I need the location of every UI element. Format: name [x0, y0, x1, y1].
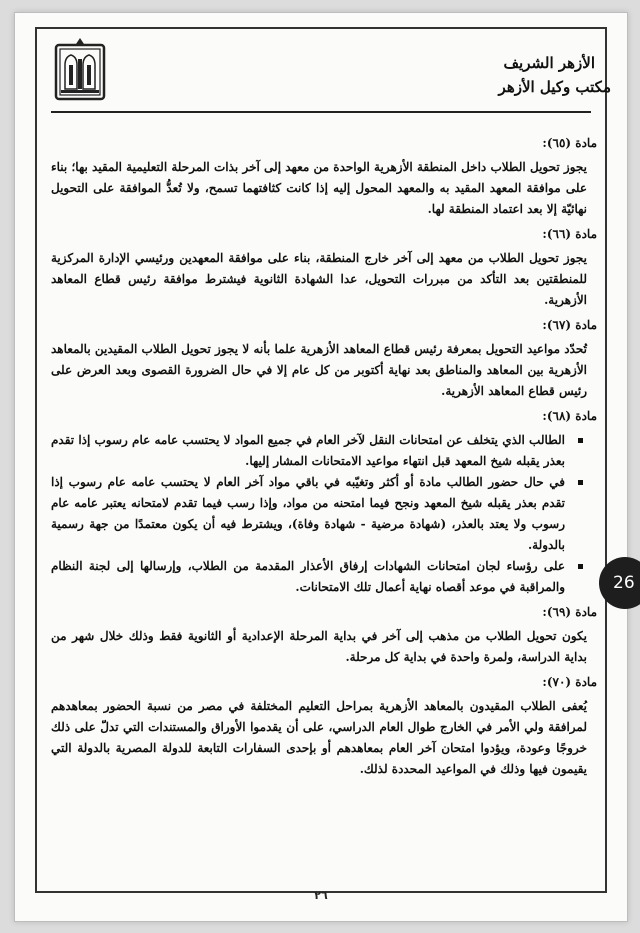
article-title: مادة (٦٧):	[542, 318, 597, 332]
article-title: مادة (٦٩):	[542, 605, 597, 619]
header-office: مكتب وكيل الأزهر	[498, 78, 611, 96]
article-title: مادة (٦٨):	[542, 409, 597, 423]
page-side-tab: 26	[599, 557, 640, 609]
article-title: مادة (٦٦):	[542, 227, 597, 241]
list-item: الطالب الذي يتخلف عن امتحانات النقل لآخر العام في جميع المواد لا يحتسب عامه عام رسوب إذا تقدم بعذر يقبله شيخ المعهد قبل انتهاء مواعيد الامتحانات المشار إليها.	[51, 430, 587, 472]
document-body	[51, 133, 597, 784]
page-number: ٢٦	[314, 889, 328, 902]
article-title: مادة (٧٠):	[542, 675, 597, 689]
article-bullet-list	[51, 430, 587, 598]
al-azhar-emblem-icon	[51, 35, 109, 103]
article-text: يجوز تحويل الطلاب من معهد إلى آخر خارج المنطقة، بناء على موافقة المعهدين ورئيسي الإدارة المركزية للمنطقتين بعد التأكد من مبررات التحويل، عدا الشهادة الثانوية فيشترط موافقة رئيس قطاع المعاهد الأزهرية.	[51, 251, 587, 307]
list-item: في حال حضور الطالب مادة أو أكثر وتغيّبه في باقي مواد آخر العام لا يحتسب عامه عام رسوب إذا تقدم بعذر يقبله شيخ المعهد ونجح فيما امتحنه من مواد، وإذا رسب فيما تقدم لامتحانه يعتبر عامه عام رسوب ولا يعتد بالعذر، (شهادة مرضية - شهادة وفاة)، ويشترط فيه أن يكون معتمدًا من جهة رسمية بالدولة.	[51, 472, 587, 556]
article-text: يجوز تحويل الطلاب داخل المنطقة الأزهرية الواحدة من معهد إلى آخر بذات المرحلة التعليمية المقيد بها؛ بناء على موافقة المعهد المقيد به والمعهد المحول إليه إذا كانت كثافتهما تسمح، ولا تُعدُّ الموافقة على التحويل نهائيّة إلا بعد اعتماد المنطقة لها.	[51, 160, 587, 216]
header-institution: الأزهر الشريف	[503, 54, 595, 72]
article-text: يكون تحويل الطلاب من مذهب إلى آخر في بداية المرحلة الإعدادية أو الثانوية فقط وذلك خلال شهر من بداية الدراسة، ولمرة واحدة في بداية كل مرحلة.	[51, 629, 587, 664]
document-page	[14, 12, 628, 922]
list-item: على رؤساء لجان امتحانات الشهادات إرفاق الأعذار المقدمة من الطلاب، وإرسالها إلى لجنة النظام والمراقبة في موعد أقصاه نهاية أعمال تلك الامتحانات.	[51, 556, 587, 598]
article-text: يُعفى الطلاب المقيدون بالمعاهد الأزهرية بمراحل التعليم المختلفة في مصر من نسبة الحضور بمعاهدهم لمرافقة ولي الأمر في الخارج طوال العام الدراسي، على أن يقدموا الأوراق والمستندات التي تدلّ على ذلك خروجًا وعودة، ويؤدوا امتحان آخر العام بمعاهدهم أو بإحدى السفارات التابعة للدولة المصرية بالدولة التي يقيمون فيها وذلك في المواعيد المحددة لذلك.	[51, 699, 587, 776]
office-header	[498, 51, 611, 99]
header-divider	[51, 111, 591, 113]
article-text: تُحدّد مواعيد التحويل بمعرفة رئيس قطاع المعاهد الأزهرية علما بأنه لا يجوز تحويل الطلاب المقيدين بالمعاهد الأزهرية بين المعاهد والمناطق بعد نهاية أكتوبر من كل عام إلا في حال الضرورة القصوى وبعد العرض على رئيس قطاع المعاهد الأزهرية.	[51, 342, 587, 398]
article-title: مادة (٦٥):	[542, 136, 597, 150]
